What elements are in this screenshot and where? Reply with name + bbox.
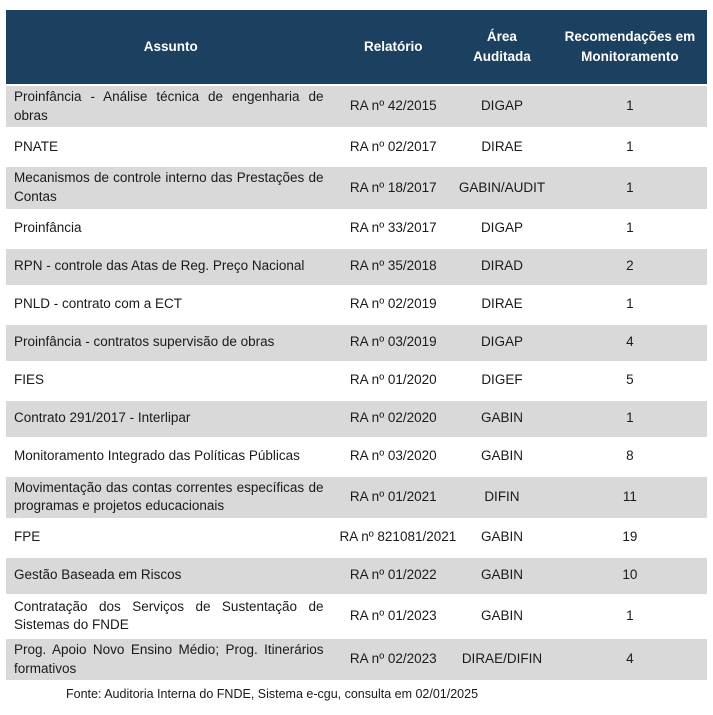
cell-assunto: Contrato 291/2017 - Interlipar	[6, 401, 335, 437]
col-header-relatorio: Relatório	[335, 10, 451, 84]
cell-recomendacoes: 1	[553, 129, 707, 165]
table-row	[6, 596, 707, 637]
cell-relatorio: RA nº 02/2023	[335, 639, 451, 680]
cell-assunto: Contratação dos Serviços de Sustentação de Sistemas do FNDE	[6, 596, 335, 637]
table-row	[6, 325, 707, 361]
cell-assunto: Gestão Baseada em Riscos	[6, 558, 335, 594]
cell-recomendacoes: 1	[553, 167, 707, 208]
table-row	[6, 86, 707, 127]
cell-area-auditada: DIRAE	[451, 287, 553, 323]
cell-relatorio: RA nº 01/2022	[335, 558, 451, 594]
cell-area-auditada: DIGAP	[451, 325, 553, 361]
cell-relatorio: RA nº 01/2021	[335, 477, 451, 518]
cell-area-auditada: DIRAE	[451, 129, 553, 165]
cell-assunto: RPN - controle das Atas de Reg. Preço Nacional	[6, 249, 335, 285]
cell-relatorio: RA nº 01/2020	[335, 363, 451, 399]
cell-recomendacoes: 1	[553, 401, 707, 437]
cell-assunto: Movimentação das contas correntes específicas de programas e projetos educacionais	[6, 477, 335, 518]
cell-area-auditada: GABIN	[451, 520, 553, 556]
cell-recomendacoes: 1	[553, 287, 707, 323]
cell-relatorio: RA nº 33/2017	[335, 211, 451, 247]
table-row	[6, 401, 707, 437]
table-row	[6, 639, 707, 680]
cell-area-auditada: GABIN	[451, 596, 553, 637]
cell-area-auditada: GABIN/AUDIT	[451, 167, 553, 208]
cell-relatorio: RA nº 18/2017	[335, 167, 451, 208]
source-note: Fonte: Auditoria Interna do FNDE, Sistema e-cgu, consulta em 02/01/2025	[66, 687, 479, 702]
cell-area-auditada: GABIN	[451, 401, 553, 437]
cell-recomendacoes: 1	[553, 86, 707, 127]
cell-recomendacoes: 8	[553, 439, 707, 475]
cell-assunto: Mecanismos de controle interno das Prestações de Contas	[6, 167, 335, 208]
table-row	[6, 287, 707, 323]
table-row	[6, 211, 707, 247]
col-header-assunto: Assunto	[6, 10, 335, 84]
cell-assunto: FIES	[6, 363, 335, 399]
cell-assunto: FPE	[6, 520, 335, 556]
cell-recomendacoes: 4	[553, 325, 707, 361]
table-header	[6, 10, 707, 84]
cell-relatorio: RA nº 02/2017	[335, 129, 451, 165]
table-row	[6, 520, 707, 556]
cell-relatorio: RA nº 821081/2021	[335, 520, 451, 556]
cell-assunto: Proinfância	[6, 211, 335, 247]
cell-assunto: Proinfância - Análise técnica de engenharia de obras	[6, 86, 335, 127]
cell-area-auditada: GABIN	[451, 558, 553, 594]
cell-relatorio: RA nº 02/2020	[335, 401, 451, 437]
cell-relatorio: RA nº 03/2020	[335, 439, 451, 475]
cell-assunto: Monitoramento Integrado das Políticas Públicas	[6, 439, 335, 475]
audit-table	[6, 8, 707, 682]
cell-assunto: Proinfância - contratos supervisão de obras	[6, 325, 335, 361]
cell-recomendacoes: 10	[553, 558, 707, 594]
cell-area-auditada: DIFIN	[451, 477, 553, 518]
col-header-recomendacoes: Recomendações em Monitoramento	[553, 10, 707, 84]
cell-assunto: PNATE	[6, 129, 335, 165]
cell-recomendacoes: 2	[553, 249, 707, 285]
cell-recomendacoes: 1	[553, 596, 707, 637]
cell-area-auditada: DIRAD	[451, 249, 553, 285]
cell-area-auditada: DIRAE/DIFIN	[451, 639, 553, 680]
cell-recomendacoes: 4	[553, 639, 707, 680]
cell-recomendacoes: 19	[553, 520, 707, 556]
cell-relatorio: RA nº 01/2023	[335, 596, 451, 637]
cell-recomendacoes: 11	[553, 477, 707, 518]
table-body	[6, 86, 707, 680]
cell-relatorio: RA nº 03/2019	[335, 325, 451, 361]
cell-area-auditada: DIGAP	[451, 211, 553, 247]
cell-area-auditada: DIGEF	[451, 363, 553, 399]
table-row	[6, 477, 707, 518]
cell-area-auditada: DIGAP	[451, 86, 553, 127]
cell-assunto: PNLD - contrato com a ECT	[6, 287, 335, 323]
table-row	[6, 129, 707, 165]
cell-relatorio: RA nº 42/2015	[335, 86, 451, 127]
cell-recomendacoes: 1	[553, 211, 707, 247]
cell-assunto: Prog. Apoio Novo Ensino Médio; Prog. Itinerários formativos	[6, 639, 335, 680]
table-row	[6, 363, 707, 399]
header-row	[6, 10, 707, 84]
cell-area-auditada: GABIN	[451, 439, 553, 475]
cell-relatorio: RA nº 02/2019	[335, 287, 451, 323]
cell-relatorio: RA nº 35/2018	[335, 249, 451, 285]
table-row	[6, 249, 707, 285]
table-row	[6, 439, 707, 475]
table-row	[6, 167, 707, 208]
cell-recomendacoes: 5	[553, 363, 707, 399]
col-header-area-auditada: Área Auditada	[451, 10, 553, 84]
table-row	[6, 558, 707, 594]
